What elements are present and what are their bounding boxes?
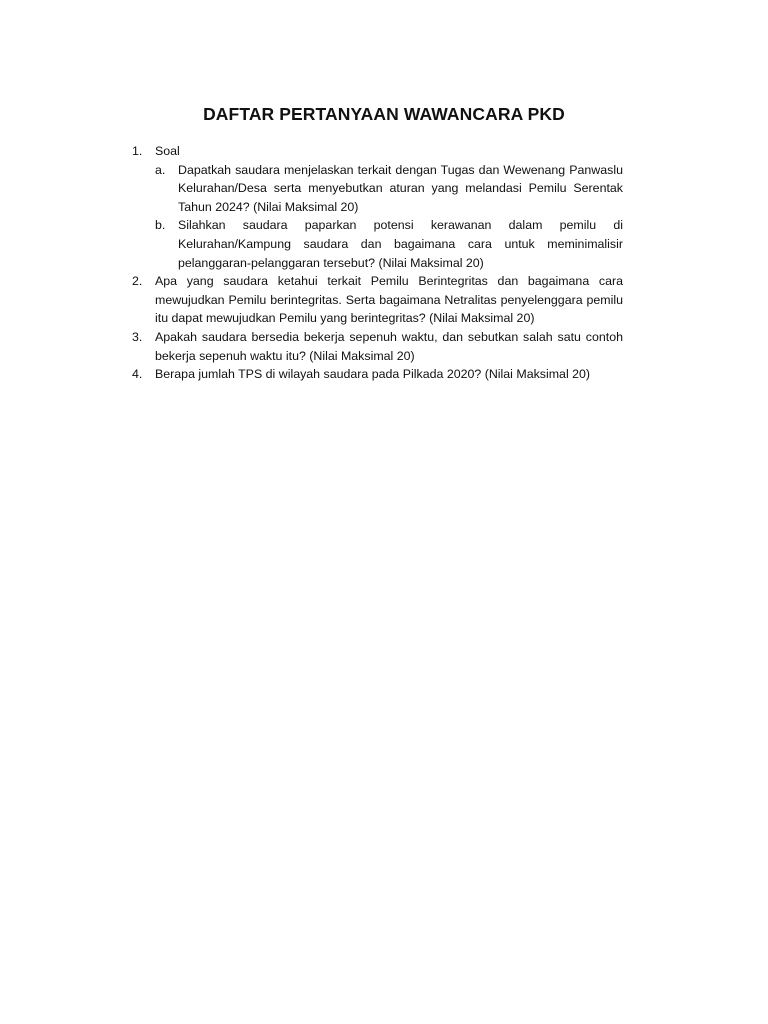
sub-question-a: [155, 161, 623, 217]
question-item-3: [129, 328, 623, 365]
question-text: Soal: [155, 144, 180, 158]
question-number: 2.: [132, 274, 143, 289]
question-list: [129, 142, 623, 384]
document-title: DAFTAR PERTANYAAN WAWANCARA PKD: [203, 104, 565, 124]
sub-question-b: [155, 216, 623, 272]
question-number: 4.: [132, 367, 143, 382]
question-item-4: [129, 365, 623, 384]
question-number: 3.: [132, 329, 143, 344]
sub-question-text: Dapatkah saudara menjelaskan terkait dengan Tugas dan Wewenang Panwaslu Kelurahan/Desa serta menyebutkan aturan yang melandasi Pemilu Serentak Tahun 2024? (Nilai Maksimal 20): [178, 162, 623, 214]
question-item-1: [129, 142, 623, 272]
question-number: 1.: [132, 144, 143, 158]
question-item-2: [129, 272, 623, 328]
question-text: Berapa jumlah TPS di wilayah saudara pada Pilkada 2020? (Nilai Maksimal 20): [155, 367, 591, 382]
question-text: Apa yang saudara ketahui terkait Pemilu Berintegritas dan bagaimana cara mewujudkan Pemilu berintegritas. Serta bagaimana Netralitas penyelenggara pemilu itu dapat mewujudkan Pemilu yang berintegritas? (Nilai Maksimal 20): [155, 274, 623, 326]
question-text: Apakah saudara bersedia bekerja sepenuh waktu, dan sebutkan salah satu contoh bekerja sepenuh waktu itu? (Nilai Maksimal 20): [155, 329, 623, 363]
sub-question-letter: a.: [155, 162, 166, 177]
sub-question-text: Silahkan saudara paparkan potensi kerawanan dalam pemilu di Kelurahan/Kampung saudara dan bagaimana cara untuk meminimalisir pelanggaran-pelanggaran tersebut? (Nilai Maksimal 20): [178, 218, 623, 270]
sub-question-letter: b.: [155, 218, 166, 233]
